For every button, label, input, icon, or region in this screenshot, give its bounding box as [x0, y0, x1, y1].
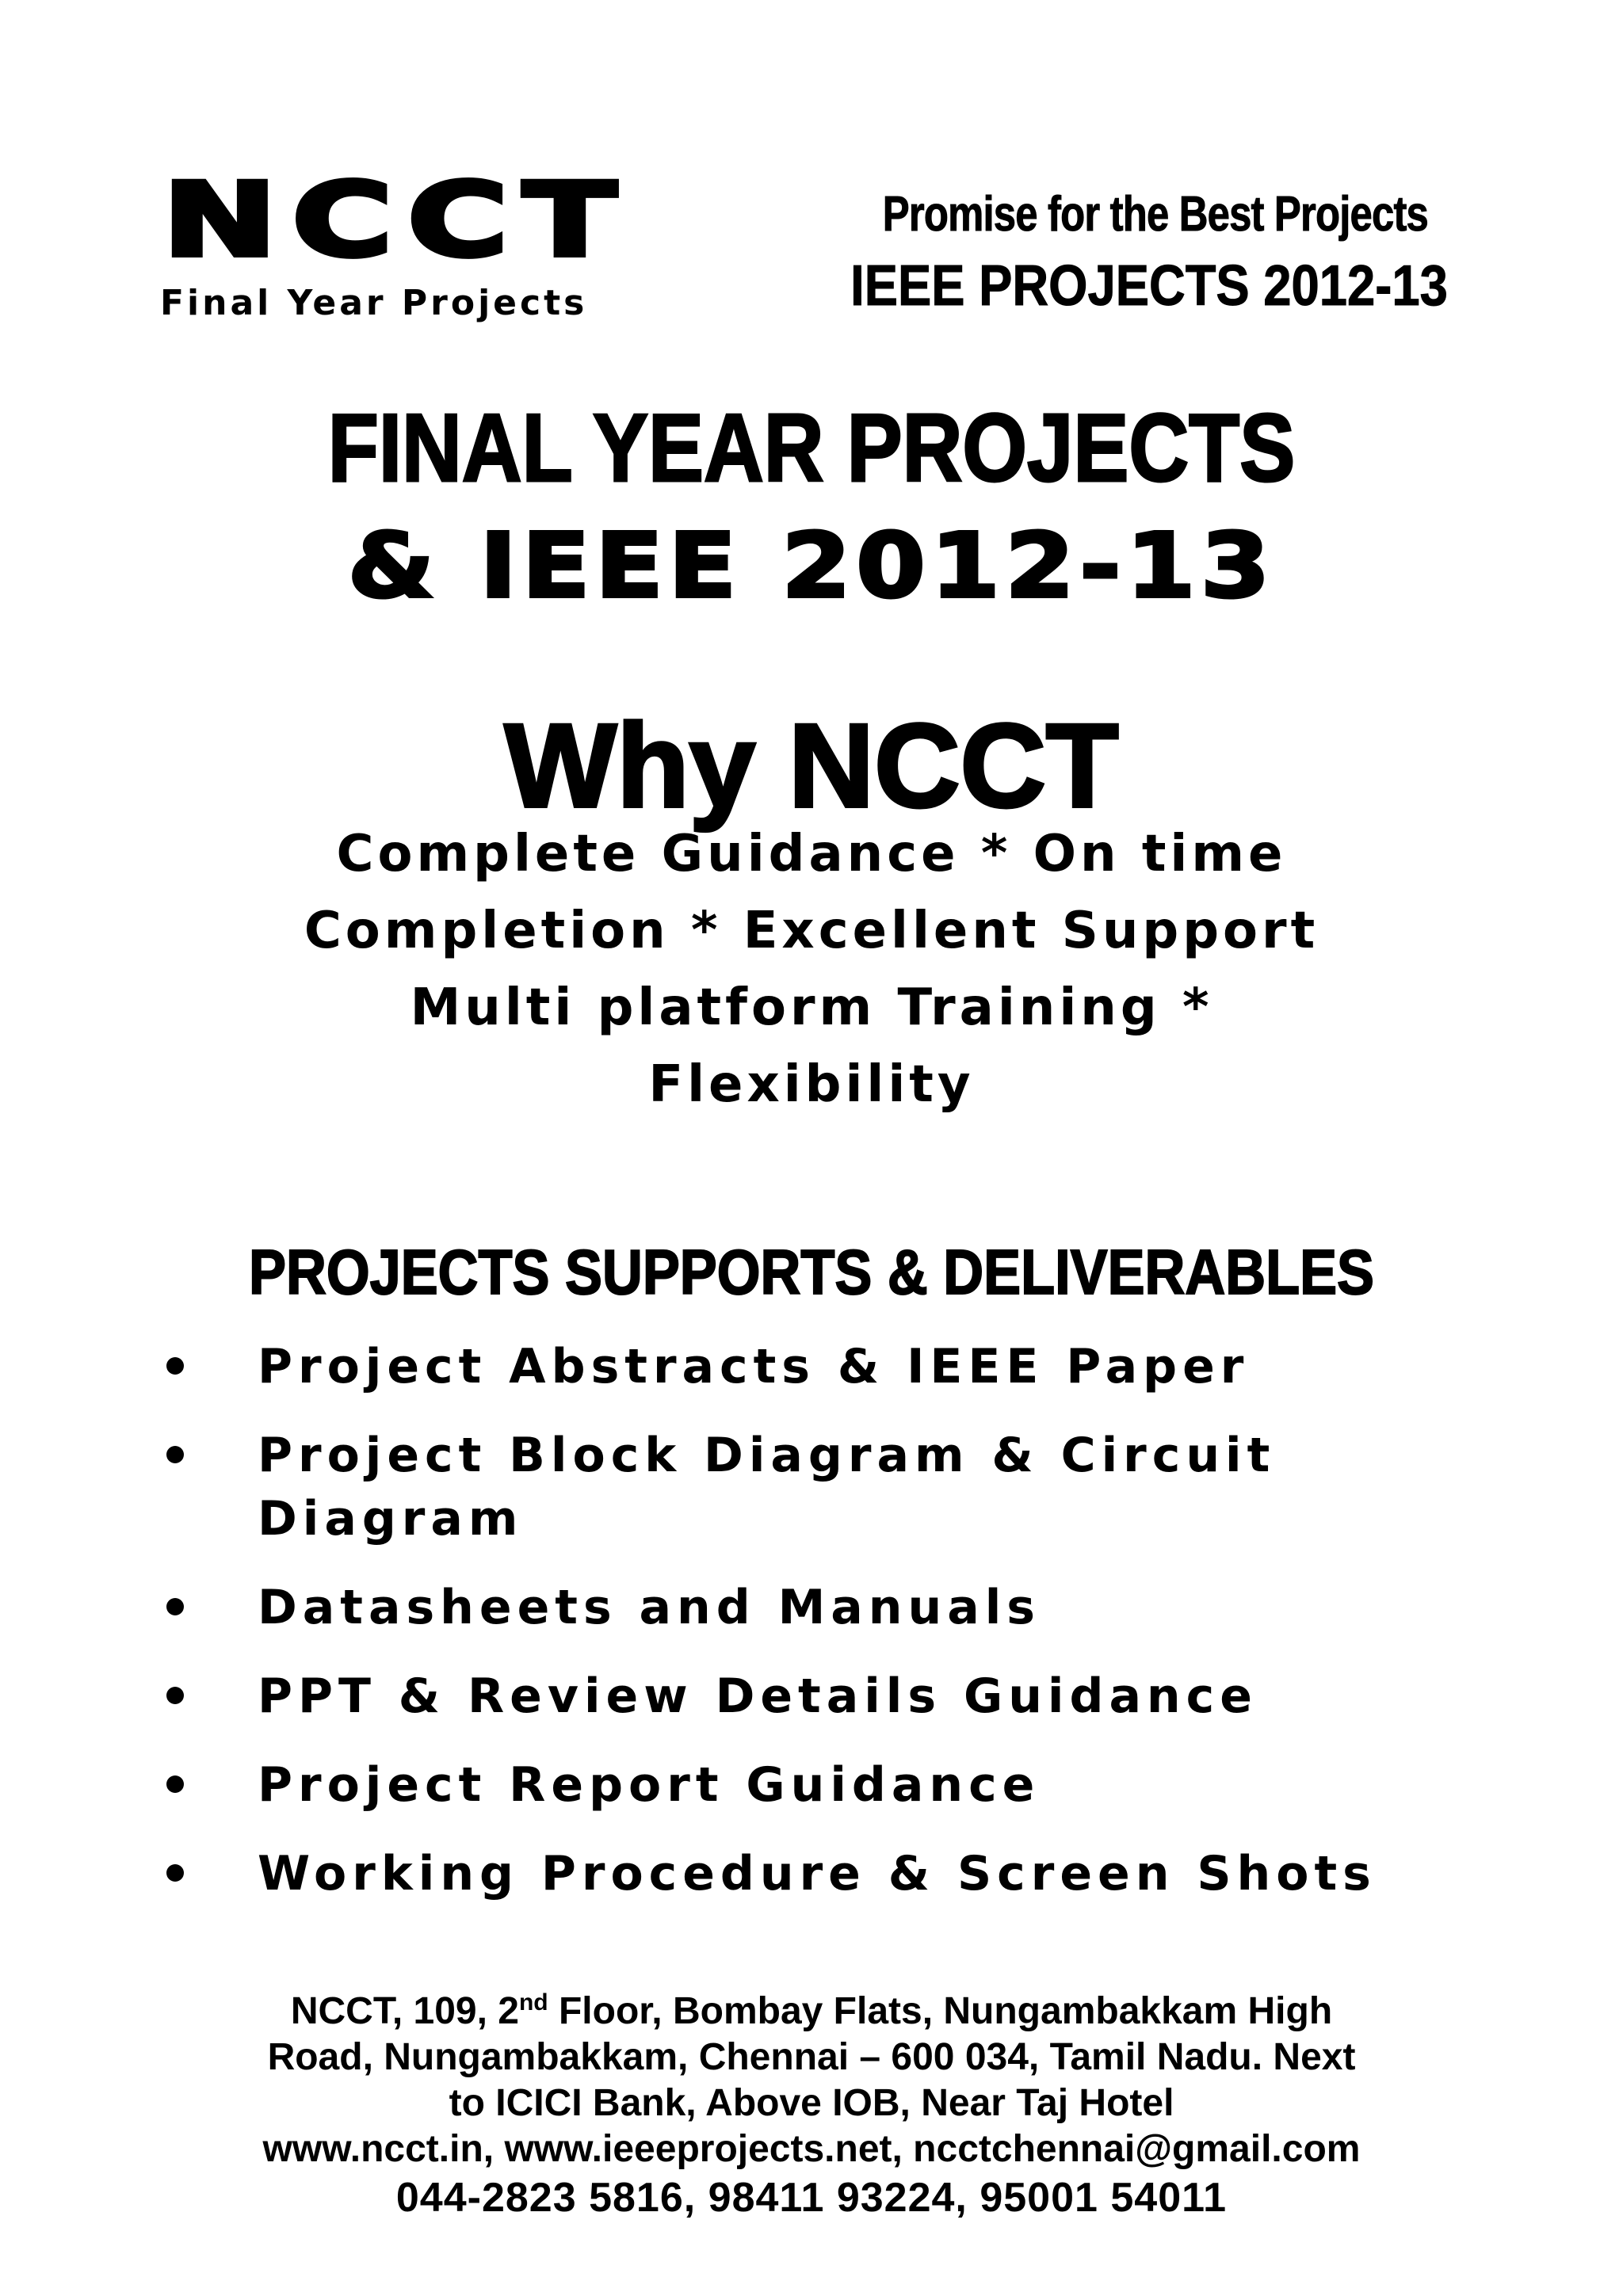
- bullet-icon: [166, 1687, 184, 1704]
- address-line-1-start: NCCT, 109, 2: [290, 1990, 519, 2032]
- list-item: [158, 1424, 1474, 1550]
- list-item-text: PPT & Review Details Guidance: [258, 1669, 1258, 1724]
- deliverables-heading: PROJECTS SUPPORTS & DELIVERABLES: [249, 1237, 1374, 1307]
- list-item-text: Project Report Guidance: [258, 1757, 1041, 1813]
- address-line-3: to ICICI Bank, Above IOB, Near Taj Hotel: [449, 2082, 1174, 2124]
- features-block: [158, 816, 1465, 1123]
- list-item: [158, 1753, 1474, 1817]
- address-line-2: Road, Nungambakkam, Chennai – 600 034, Tamil Nadu. Next: [267, 2036, 1356, 2078]
- list-item: [158, 1665, 1474, 1728]
- list-item: [158, 1576, 1474, 1639]
- features-line: Flexibility: [648, 1055, 975, 1114]
- features-line: Completion * Excellent Support: [304, 902, 1319, 960]
- bullet-icon: [166, 1446, 184, 1463]
- web-email-line: www.ncct.in, www.ieeeprojects.net, ncctchennai@gmail.com: [262, 2128, 1361, 2170]
- features-line: Complete Guidance * On time: [336, 825, 1287, 883]
- headline-line-1: FINAL YEAR PROJECTS: [327, 394, 1296, 502]
- address-line-1-end: Floor, Bombay Flats, Nungambakkam High: [548, 1990, 1333, 2032]
- list-item-text: Project Abstracts & IEEE Paper: [258, 1339, 1250, 1394]
- contact-footer: [119, 1989, 1504, 2223]
- bullet-icon: [166, 1357, 184, 1375]
- logo-title: NCCT: [162, 162, 632, 280]
- list-item-text: Datasheets and Manuals: [258, 1580, 1041, 1635]
- phone-numbers: 044-2823 5816, 98411 93224, 95001 54011: [395, 2175, 1228, 2221]
- list-item-text: Working Procedure & Screen Shots: [258, 1846, 1377, 1901]
- bullet-icon: [166, 1864, 184, 1882]
- why-ncct-title: Why NCCT: [504, 699, 1119, 832]
- logo-subtitle: Final Year Projects: [160, 283, 588, 323]
- list-item-text: Project Block Diagram & Circuit Diagram: [258, 1428, 1276, 1547]
- features-line: Multi platform Training *: [410, 978, 1213, 1037]
- list-item: [158, 1842, 1474, 1905]
- bullet-icon: [166, 1775, 184, 1793]
- floor-ordinal-suffix: nd: [518, 1989, 548, 2016]
- address-line-1: [119, 1989, 1504, 2035]
- ieee-projects-header: IEEE PROJECTS 2012-13: [850, 254, 1448, 318]
- list-item: [158, 1335, 1474, 1398]
- headline-line-2: & IEEE 2012-13: [347, 515, 1276, 618]
- deliverables-list: [158, 1335, 1474, 1931]
- promise-tagline: Promise for the Best Projects: [882, 187, 1429, 242]
- bullet-icon: [166, 1598, 184, 1615]
